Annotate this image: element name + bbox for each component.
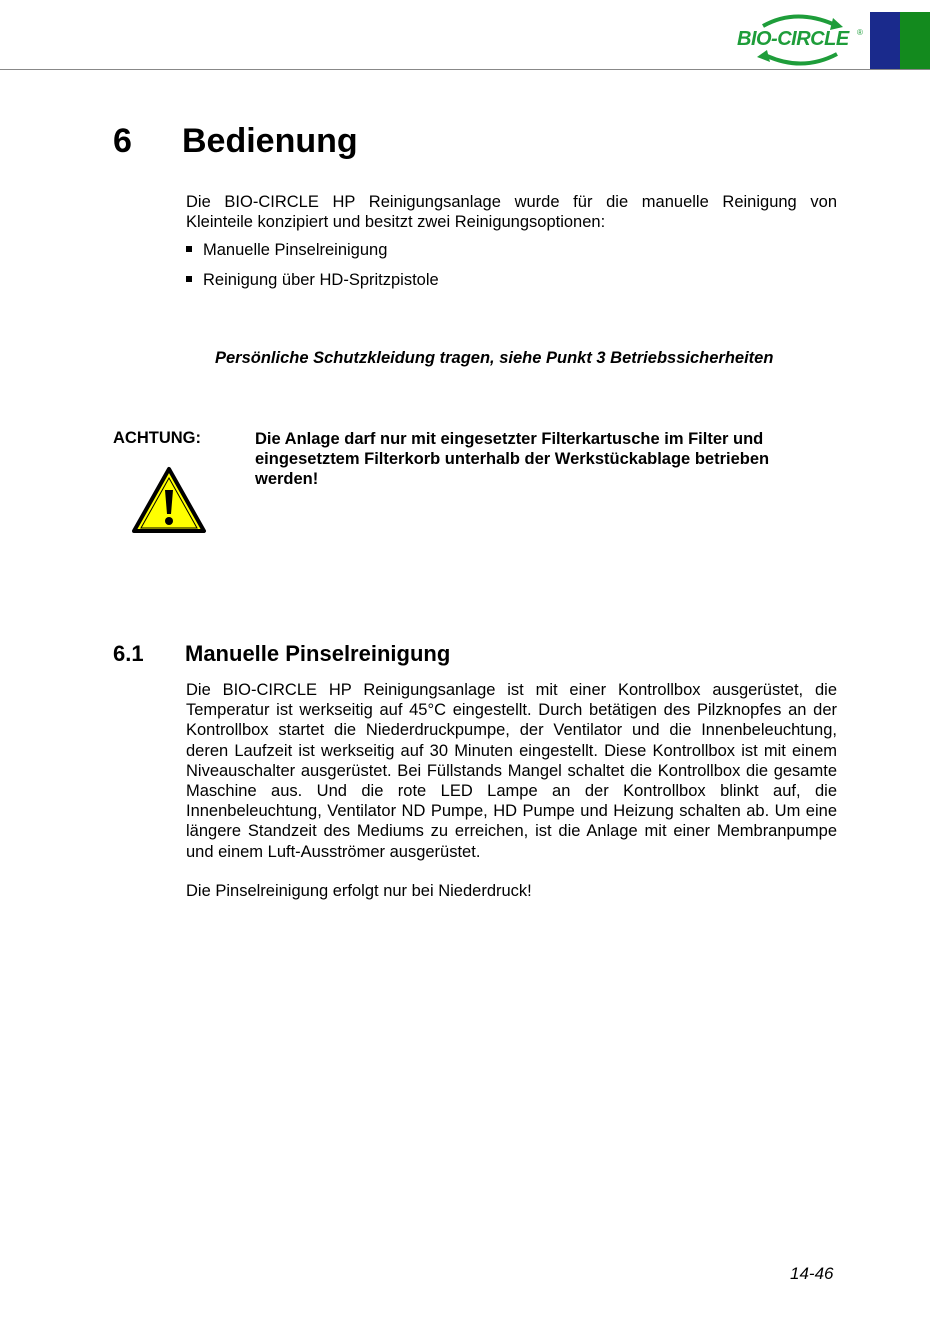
warning-triangle-icon <box>131 466 207 534</box>
header-divider <box>0 69 930 70</box>
warning-text: Die Anlage darf nur mit eingesetzter Filterkartusche im Filter und eingesetztem Filterkorb unterhalb der Werkstückablage betrieben werden! <box>255 430 770 489</box>
logo-wordmark: BIO-CIRCLE <box>737 28 849 50</box>
registered-mark: ® <box>857 28 863 37</box>
intro-line: Die BIO-CIRCLE HP Reinigungsanlage wurde für die manuelle Reinigung von <box>186 193 837 211</box>
section-title: Bedienung <box>182 122 358 160</box>
bullet-square-icon <box>186 276 192 282</box>
intro-line: Kleinteile konzipiert und besitzt zwei Reinigungsoptionen: <box>186 213 606 232</box>
safety-note: Persönliche Schutzkleidung tragen, siehe Punkt 3 Betriebssicherheiten <box>215 349 774 367</box>
subsection-closing: Die Pinselreinigung erfolgt nur bei Niederdruck! <box>186 882 532 900</box>
warning-label: ACHTUNG: <box>113 429 201 447</box>
page-number: 14-46 <box>790 1264 834 1283</box>
bio-circle-logo <box>733 10 867 68</box>
intro-paragraph <box>186 192 837 232</box>
list-item-text: Manuelle Pinselreinigung <box>203 241 388 259</box>
bullet-square-icon <box>186 246 192 252</box>
list-item-text: Reinigung über HD-Spritzpistole <box>203 271 439 289</box>
subsection-title: Manuelle Pinselreinigung <box>185 641 451 666</box>
subsection-body: Die BIO-CIRCLE HP Reinigungsanlage ist mit einer Kontrollbox ausgerüstet, die Temperatur ist werkseitig auf 45°C eingestellt. Durch betätigen des Pilzknopfes an der Kontrollbox startet die Niederdruckpumpe, der Ventilator und die Innenbeleuchtung, deren Laufzeit ist werkseitig auf 30 Minuten eingestellt. Diese Kontrollbox ist mit einem Niveauschalter ausgerüstet. Bei Füllstands Mangel schaltet die Kontrollbox die gesamte Maschine aus. Und die rote LED Lampe an der Kontrollbox blinkt auf, die Innenbeleuchtung, Ventilator ND Pumpe, HD Pumpe und Heizung schalten ab. Um eine längere Standzeit des Mediums zu erreichen, ist die Anlage mit einer Membranpumpe und einem Luft-Ausströmer ausgerüstet. <box>186 681 837 861</box>
subsection-number: 6.1 <box>113 641 144 666</box>
brand-bar-green <box>900 12 930 70</box>
section-number: 6 <box>113 122 132 160</box>
brand-bar-blue <box>870 12 900 70</box>
list-item <box>186 271 439 290</box>
list-item <box>186 241 387 260</box>
